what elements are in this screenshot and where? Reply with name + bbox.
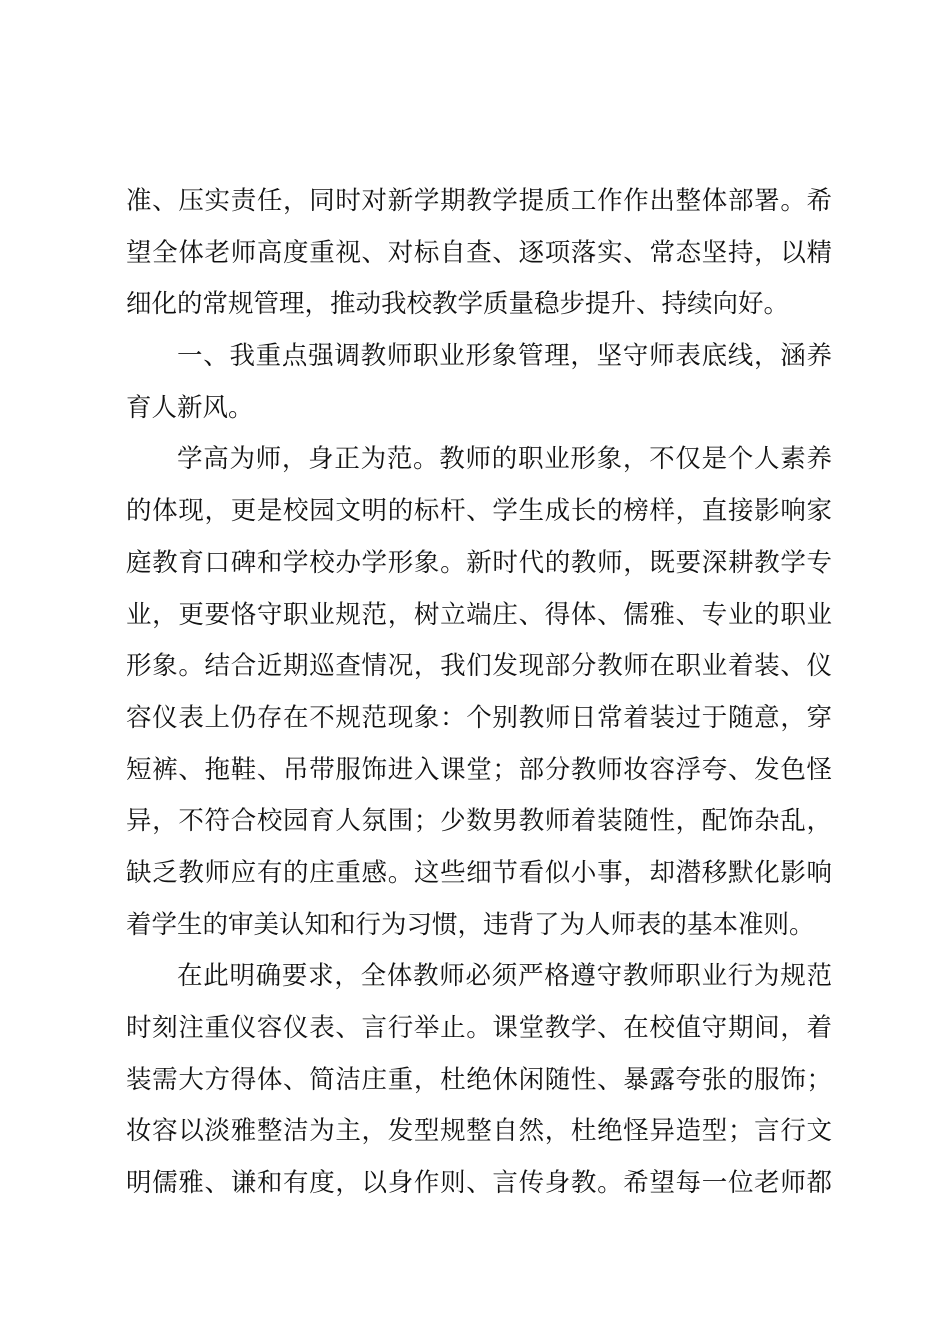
paragraph-intro [126,176,832,331]
text-line: 形象。结合近期巡查情况，我们发现部分教师在职业着装、仪 [126,651,832,682]
text-line: 缺乏教师应有的庄重感。这些细节看似小事，却潜移默化影响 [126,857,832,888]
text-line: 异，不符合校园育人氛围；少数男教师着装随性，配饰杂乱， [126,806,832,837]
text-line: 明儒雅、谦和有度，以身作则、言传身教。希望每一位老师都 [126,1168,832,1199]
text-line: 育人新风。 [126,392,254,423]
text-line: 望全体老师高度重视、对标自查、逐项落实、常态坚持，以精 [126,237,832,268]
text-line: 短裤、拖鞋、吊带服饰进入课堂；部分教师妆容浮夸、发色怪 [126,754,832,785]
paragraph-body [126,434,832,951]
text-line: 装需大方得体、简洁庄重，杜绝休闲随性、暴露夸张的服饰； [126,1064,832,1095]
text-line: 一、我重点强调教师职业形象管理，坚守师表底线，涵养 [177,341,832,372]
text-line: 的体现，更是校园文明的标杆、学生成长的榜样，直接影响家 [126,496,832,527]
section-heading [126,331,832,434]
text-line: 准、压实责任，同时对新学期教学提质工作作出整体部署。希 [126,186,832,216]
text-line: 时刻注重仪容仪表、言行举止。课堂教学、在校值守期间，着 [126,1013,832,1043]
text-line: 在此明确要求，全体教师必须严格遵守教师职业行为规范 [177,961,832,992]
text-line: 细化的常规管理，推动我校教学质量稳步提升、持续向好。 [126,289,790,320]
text-line: 容仪表上仍存在不规范现象：个别教师日常着装过于随意，穿 [126,702,832,733]
text-line: 业，更要恪守职业规范，树立端庄、得体、儒雅、专业的职业 [126,599,832,630]
text-line: 着学生的审美认知和行为习惯，违背了为人师表的基本准则。 [126,909,815,940]
text-line: 妆容以淡雅整洁为主，发型规整自然，杜绝怪异造型；言行文 [126,1116,832,1147]
text-line: 学高为师，身正为范。教师的职业形象，不仅是个人素养 [177,444,832,475]
document-body [126,176,832,1210]
text-line: 庭教育口碑和学校办学形象。新时代的教师，既要深耕教学专 [126,547,832,578]
paragraph-body [126,951,832,1209]
